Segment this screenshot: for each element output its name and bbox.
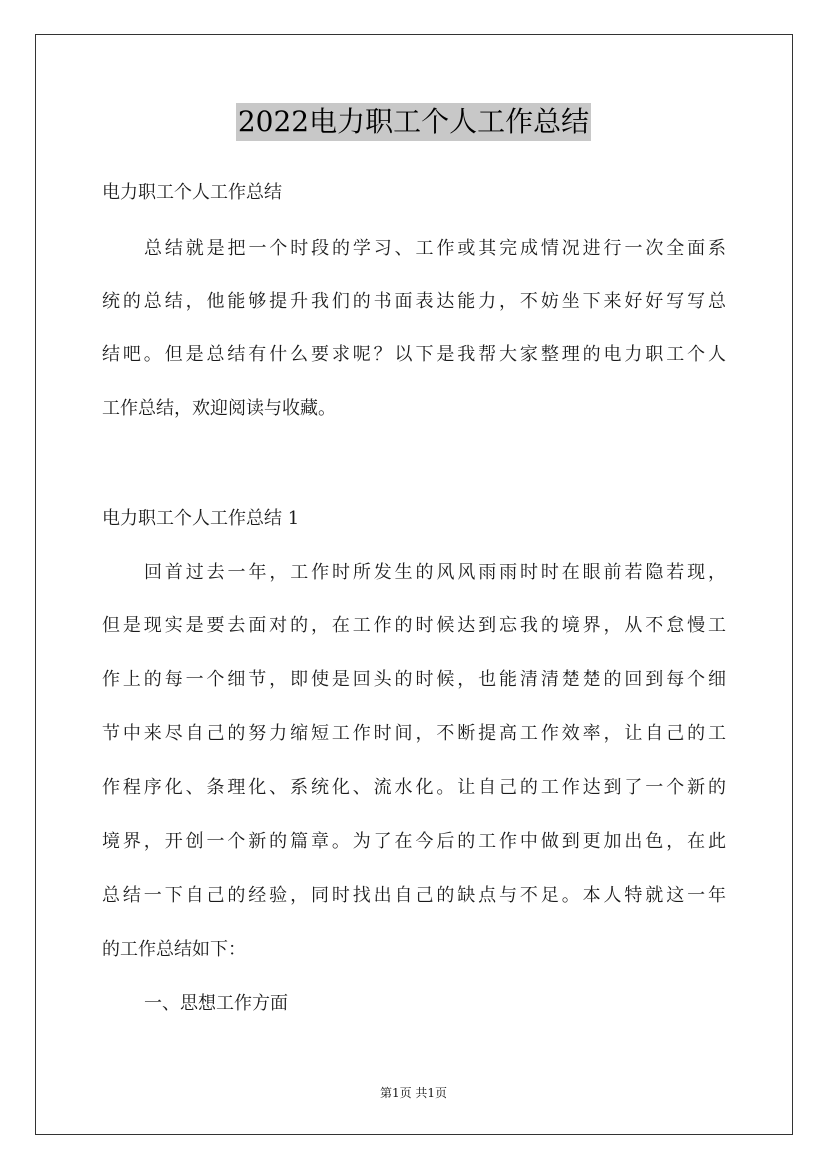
page-footer bbox=[0, 1084, 827, 1101]
subtitle: 电力职工个人工作总结 bbox=[102, 182, 282, 203]
intro-line-3: 结吧。但是总结有什么要求呢？以下是我帮大家整理的电力职工个人 bbox=[102, 344, 726, 365]
section1-line-4: 节中来尽自己的努力缩短工作时间，不断提高工作效率，让自己的工 bbox=[102, 723, 726, 744]
section1-line-7: 总结一下自己的经验，同时找出自己的缺点与不足。本人特就这一年 bbox=[102, 885, 726, 906]
intro-line-2: 统的总结，他能够提升我们的书面表达能力，不妨坐下来好好写写总 bbox=[102, 291, 726, 312]
section1-line-3: 作上的每一个细节，即使是回头的时候，也能清清楚楚的回到每个细 bbox=[102, 669, 726, 690]
title-container bbox=[0, 103, 827, 141]
intro-line-4: 工作总结，欢迎阅读与收藏。 bbox=[102, 398, 336, 419]
section1-line-1: 回首过去一年，工作时所发生的风风雨雨时时在眼前若隐若现， bbox=[144, 562, 726, 583]
item-1-heading: 一、思想工作方面 bbox=[144, 993, 288, 1014]
section1-line-2: 但是现实是要去面对的，在工作的时候达到忘我的境界，从不怠慢工 bbox=[102, 615, 726, 636]
document-title: 2022电力职工个人工作总结 bbox=[236, 103, 591, 141]
section1-line-6: 境界，开创一个新的篇章。为了在今后的工作中做到更加出色，在此 bbox=[102, 831, 726, 852]
intro-line-1: 总结就是把一个时段的学习、工作或其完成情况进行一次全面系 bbox=[144, 238, 726, 259]
section1-heading: 电力职工个人工作总结 1 bbox=[102, 508, 300, 529]
section1-line-8: 的工作总结如下： bbox=[102, 939, 246, 960]
section1-line-5: 作程序化、条理化、系统化、流水化。让自己的工作达到了一个新的 bbox=[102, 777, 726, 798]
page-number: 第1页 共1页 bbox=[379, 1086, 448, 1100]
